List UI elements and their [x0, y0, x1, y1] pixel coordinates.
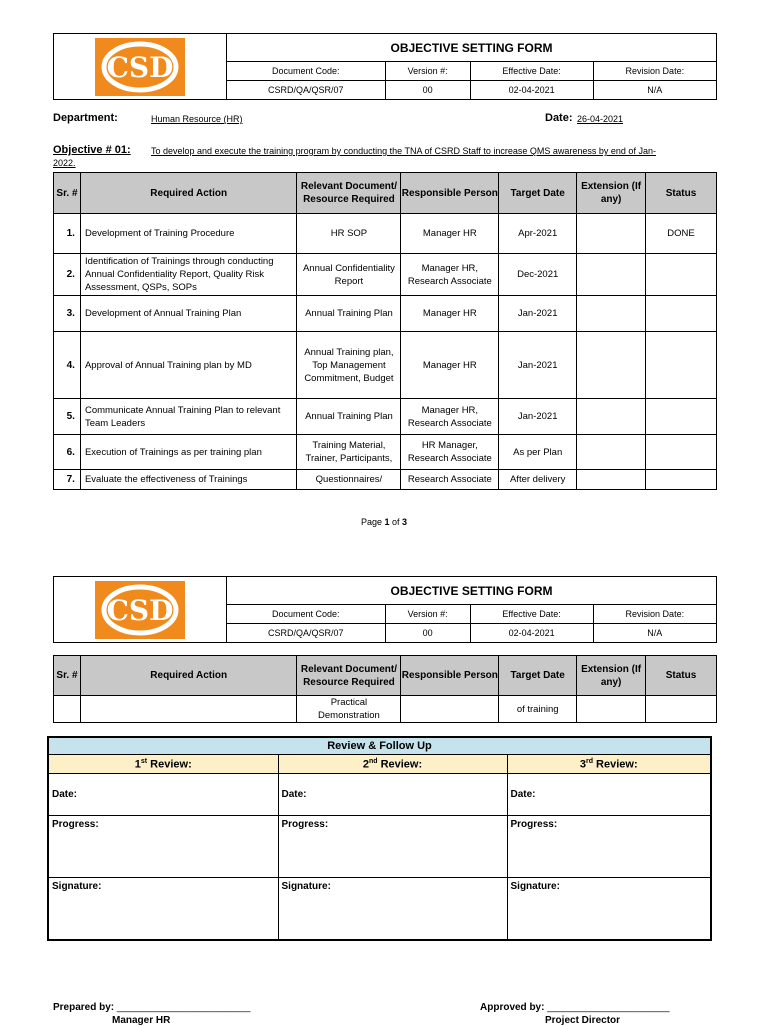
- row-target: After delivery: [499, 470, 577, 490]
- row-sr: 7.: [54, 470, 81, 490]
- row-person: Manager HR: [401, 332, 499, 399]
- page-of: of: [389, 517, 403, 527]
- row-action: [80, 696, 297, 723]
- approved-label: Approved by:: [480, 1002, 545, 1013]
- review-2-date[interactable]: Date:: [278, 774, 507, 816]
- row-status: [646, 399, 717, 435]
- doc-code-value: CSRD/QA/QSR/07: [227, 81, 386, 100]
- review-1-progress[interactable]: Progress:: [48, 816, 278, 878]
- row-person: HR Manager, Research Associate: [401, 435, 499, 470]
- actions-table: [53, 172, 717, 490]
- approved-by: [480, 1002, 670, 1013]
- review-2-signature[interactable]: Signature:: [278, 878, 507, 940]
- logo-cell: [54, 577, 227, 643]
- col-target: Target Date: [499, 173, 577, 214]
- effective-date-value: 02-04-2021: [470, 81, 593, 100]
- page-prefix: Page: [360, 517, 385, 527]
- row-document: Training Material, Trainer, Participants,: [297, 435, 401, 470]
- svg-text:CSD: CSD: [106, 593, 174, 627]
- row-status: [646, 296, 717, 332]
- effective-date-label: Effective Date:: [470, 605, 593, 624]
- row-person: Manager HR: [401, 214, 499, 254]
- form-title: OBJECTIVE SETTING FORM: [227, 34, 717, 62]
- row-document: Annual Training Plan: [297, 399, 401, 435]
- col-status: Status: [646, 656, 717, 696]
- col-document: Relevant Document/ Resource Required: [297, 173, 401, 214]
- row-status: [646, 696, 717, 723]
- row-status: [646, 332, 717, 399]
- col-action: Required Action: [80, 656, 297, 696]
- row-status: [646, 435, 717, 470]
- version-label: Version #:: [385, 605, 470, 624]
- approved-signature-line[interactable]: ______________________: [547, 1002, 670, 1013]
- doc-code-value: CSRD/QA/QSR/07: [227, 624, 386, 643]
- department-label: Department:: [53, 112, 118, 124]
- col-person: Responsible Person: [401, 173, 499, 214]
- col-extension: Extension (If any): [577, 656, 646, 696]
- review-3-progress[interactable]: Progress:: [507, 816, 711, 878]
- table-row: [54, 435, 717, 470]
- row-sr: 2.: [54, 254, 81, 296]
- prepared-signature-line[interactable]: ________________________: [116, 1002, 251, 1013]
- row-action: Communicate Annual Training Plan to relevant Team Leaders: [80, 399, 297, 435]
- form-header-page1: [53, 33, 717, 100]
- csrd-logo-icon: [95, 38, 185, 96]
- page-total: 3: [402, 517, 408, 527]
- review-3-heading: 3rd Review:: [507, 755, 711, 774]
- row-target: Dec-2021: [499, 254, 577, 296]
- row-document: HR SOP: [297, 214, 401, 254]
- row-extension: [577, 296, 646, 332]
- objective-text-cont: 2022.: [53, 158, 76, 168]
- row-target: Jan-2021: [499, 296, 577, 332]
- row-document: Practical Demonstration: [297, 696, 401, 723]
- revision-date-label: Revision Date:: [593, 62, 716, 81]
- revision-date-value: N/A: [593, 81, 716, 100]
- table-header-row: [54, 173, 717, 214]
- col-extension: Extension (If any): [577, 173, 646, 214]
- table-row: [54, 254, 717, 296]
- doc-code-label: Document Code:: [227, 605, 386, 624]
- table-row: [54, 696, 717, 723]
- table-header-row: [54, 656, 717, 696]
- row-sr: 4.: [54, 332, 81, 399]
- col-sr: Sr. #: [54, 656, 81, 696]
- col-sr: Sr. #: [54, 173, 81, 214]
- version-label: Version #:: [385, 62, 470, 81]
- approved-role: Project Director: [545, 1015, 621, 1026]
- table-row: [54, 332, 717, 399]
- effective-date-value: 02-04-2021: [470, 624, 593, 643]
- col-target: Target Date: [499, 656, 577, 696]
- row-action: Approval of Annual Training plan by MD: [80, 332, 297, 399]
- row-action: Identification of Trainings through conducting Annual Confidentiality Report, Quality Risk Assessment, QSPs, SOPs: [80, 254, 297, 296]
- row-document: Annual Confidentiality Report: [297, 254, 401, 296]
- row-person: Manager HR: [401, 296, 499, 332]
- table-row: [54, 296, 717, 332]
- col-action: Required Action: [80, 173, 297, 214]
- row-sr: [54, 696, 81, 723]
- review-title: Review & Follow Up: [48, 737, 711, 755]
- row-extension: [577, 254, 646, 296]
- svg-text:CSD: CSD: [106, 50, 174, 84]
- row-status: [646, 254, 717, 296]
- col-person: Responsible Person: [401, 656, 499, 696]
- row-person: Manager HR, Research Associate: [401, 254, 499, 296]
- review-table: [47, 736, 712, 941]
- row-extension: [577, 399, 646, 435]
- row-extension: [577, 214, 646, 254]
- review-1-heading: 1st Review:: [48, 755, 278, 774]
- page-current: 1: [384, 517, 390, 527]
- department-value: Human Resource (HR): [151, 114, 243, 124]
- version-value: 00: [385, 81, 470, 100]
- row-action: Evaluate the effectiveness of Trainings: [80, 470, 297, 490]
- review-1-signature[interactable]: Signature:: [48, 878, 278, 940]
- row-target: Apr-2021: [499, 214, 577, 254]
- objective-text: To develop and execute the training program by conducting the TNA of CSRD Staff to increase QMS awareness by end of Jan-: [151, 146, 656, 156]
- review-2-heading: 2nd Review:: [278, 755, 507, 774]
- form-title: OBJECTIVE SETTING FORM: [227, 577, 717, 605]
- review-2-progress[interactable]: Progress:: [278, 816, 507, 878]
- row-target: As per Plan: [499, 435, 577, 470]
- logo-cell: [54, 34, 227, 100]
- row-person: Research Associate: [401, 470, 499, 490]
- review-3-signature[interactable]: Signature:: [507, 878, 711, 940]
- row-sr: 5.: [54, 399, 81, 435]
- effective-date-label: Effective Date:: [470, 62, 593, 81]
- prepared-by: [53, 1002, 250, 1013]
- row-extension: [577, 696, 646, 723]
- actions-table-continued: [53, 655, 717, 723]
- row-extension: [577, 435, 646, 470]
- row-target: Jan-2021: [499, 332, 577, 399]
- page-number: [0, 517, 768, 527]
- table-row: [54, 214, 717, 254]
- row-person: Manager HR, Research Associate: [401, 399, 499, 435]
- revision-date-label: Revision Date:: [593, 605, 716, 624]
- date-value: 26-04-2021: [577, 114, 624, 124]
- row-sr: 1.: [54, 214, 81, 254]
- date-label: Date:: [545, 112, 573, 124]
- form-header-page2: [53, 576, 717, 643]
- row-target: of training: [499, 696, 577, 723]
- row-extension: [577, 470, 646, 490]
- row-document: Annual Training plan, Top Management Commitment, Budget: [297, 332, 401, 399]
- table-row: [54, 399, 717, 435]
- version-value: 00: [385, 624, 470, 643]
- doc-code-label: Document Code:: [227, 62, 386, 81]
- row-status: DONE: [646, 214, 717, 254]
- row-action: Execution of Trainings as per training plan: [80, 435, 297, 470]
- objective-label: Objective # 01:: [53, 144, 131, 156]
- revision-date-value: N/A: [593, 624, 716, 643]
- csrd-logo-icon: [95, 581, 185, 639]
- row-sr: 6.: [54, 435, 81, 470]
- row-person: [401, 696, 499, 723]
- col-status: Status: [646, 173, 717, 214]
- review-1-date[interactable]: Date:: [48, 774, 278, 816]
- row-document: Questionnaires/: [297, 470, 401, 490]
- prepared-label: Prepared by:: [53, 1002, 115, 1013]
- row-action: Development of Annual Training Plan: [80, 296, 297, 332]
- col-document: Relevant Document/ Resource Required: [297, 656, 401, 696]
- row-status: [646, 470, 717, 490]
- row-extension: [577, 332, 646, 399]
- row-document: Annual Training Plan: [297, 296, 401, 332]
- row-target: Jan-2021: [499, 399, 577, 435]
- review-3-date[interactable]: Date:: [507, 774, 711, 816]
- row-sr: 3.: [54, 296, 81, 332]
- prepared-role: Manager HR: [112, 1015, 171, 1026]
- table-row: [54, 470, 717, 490]
- row-action: Development of Training Procedure: [80, 214, 297, 254]
